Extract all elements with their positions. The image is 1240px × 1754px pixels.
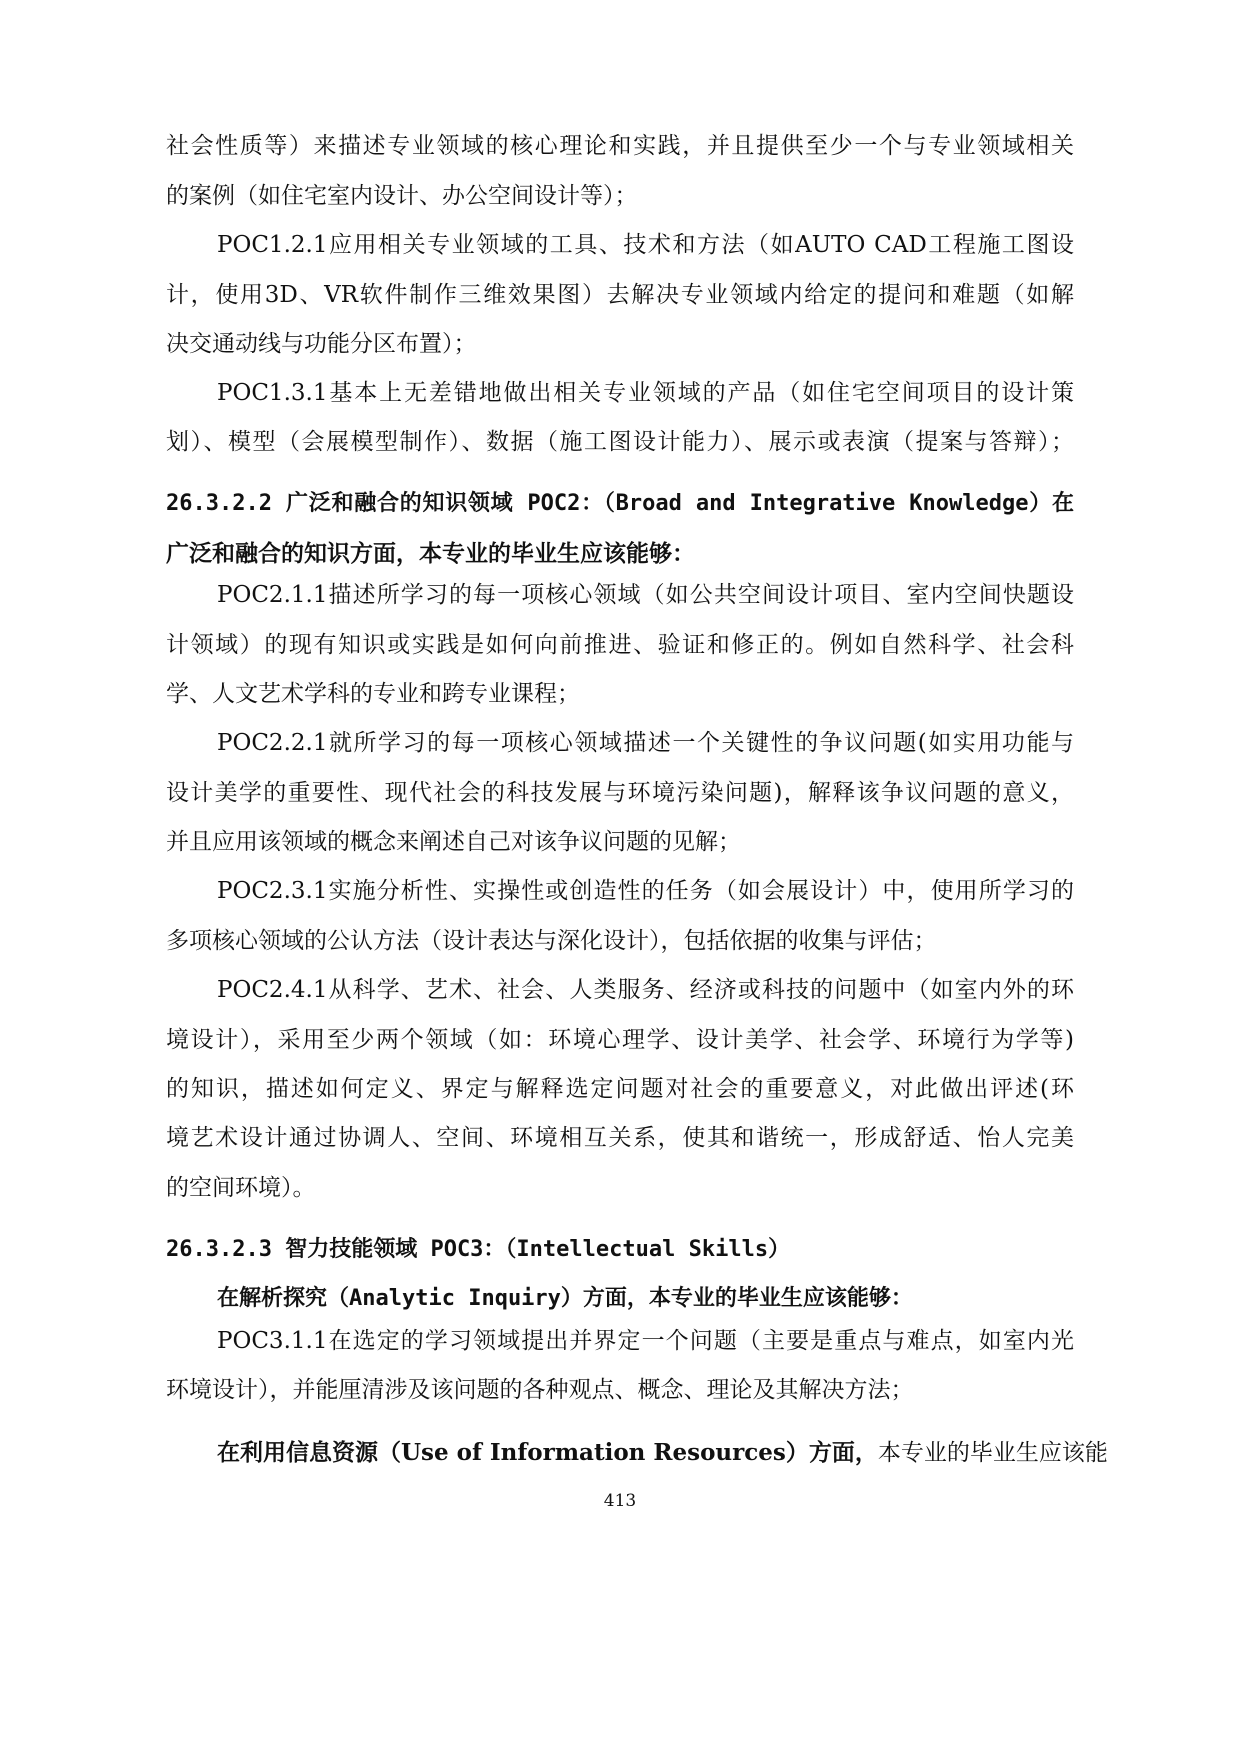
paragraph-line: POC2.4.1从科学、艺术、社会、人类服务、经济或科技的问题中（如室内外的环 [217, 977, 1074, 1003]
paragraph-line: 环境设计），并能厘清涉及该问题的各种观点、概念、理论及其解决方法； [166, 1377, 914, 1403]
paragraph-line: 境设计），采用至少两个领域（如：环境心理学、设计美学、社会学、环境行为学等) [166, 1027, 1074, 1053]
section-heading-line: 26.3.2.2 广泛和融合的知识领域 POC2：（Broad and Integrative Knowledge）在 [166, 491, 1074, 516]
document-page [166, 0, 1108, 1754]
paragraph-line: 的案例（如住宅室内设计、办公空间设计等）； [166, 183, 638, 209]
paragraph-line: POC1.3.1基本上无差错地做出相关专业领域的产品（如住宅空间项目的设计策 [217, 380, 1074, 406]
paragraph-line: POC3.1.1在选定的学习领域提出并界定一个问题（主要是重点与难点，如室内光 [217, 1328, 1074, 1354]
paragraph-line: 多项核心领域的公认方法（设计表达与深化设计），包括依据的收集与评估； [166, 928, 937, 954]
paragraph-line: POC2.1.1描述所学习的每一项核心领域（如公共空间设计项目、室内空间快题设 [217, 582, 1074, 608]
paragraph-line: 设计美学的重要性、现代社会的科技发展与环境污染问题)，解释该争议问题的意义， [166, 780, 1074, 806]
plain-trailing-text: 本专业的毕业生应该能 [877, 1440, 1108, 1466]
paragraph-line: 的空间环境）。 [166, 1175, 316, 1201]
bold-lead-text: 在利用信息资源（Use of Information Resources）方面， [217, 1439, 878, 1466]
paragraph-line: 并且应用该领域的概念来阐述自己对该争议问题的见解； [166, 829, 741, 855]
paragraph-line: 划）、模型（会展模型制作）、数据（施工图设计能力）、展示或表演（提案与答辩）； [166, 429, 1074, 455]
paragraph-line: POC1.2.1应用相关专业领域的工具、技术和方法（如AUTO CAD工程施工图设 [217, 232, 1074, 258]
paragraph-line: 学、人文艺术学科的专业和跨专业课程； [166, 681, 580, 707]
page-number: 413 [603, 1491, 637, 1511]
section-heading-line: 26.3.2.3 智力技能领域 POC3：（Intellectual Skills） [166, 1237, 791, 1262]
paragraph-line: POC2.2.1就所学习的每一项核心领域描述一个关键性的争议问题(如实用功能与 [217, 730, 1074, 756]
paragraph-line: 决交通动线与功能分区布置）； [166, 331, 477, 357]
paragraph-line: 计，使用3D、VR软件制作三维效果图）去解决专业领域内给定的提问和难题（如解 [166, 282, 1074, 308]
paragraph-line: POC2.3.1实施分析性、实操性或创造性的任务（如会展设计）中，使用所学习的 [217, 878, 1074, 904]
subsection-heading-line: 在解析探究（Analytic Inquiry）方面，本专业的毕业生应该能够： [217, 1286, 913, 1311]
paragraph-line: 社会性质等）来描述专业领域的核心理论和实践，并且提供至少一个与专业领域相关 [166, 133, 1074, 159]
paragraph-line: 的知识，描述如何定义、界定与解释选定问题对社会的重要意义，对此做出评述(环 [166, 1076, 1074, 1102]
paragraph-line [217, 1438, 1108, 1468]
paragraph-line: 境艺术设计通过协调人、空间、环境相互关系，使其和谐统一，形成舒适、怡人完美 [166, 1125, 1074, 1151]
paragraph-line: 计领域）的现有知识或实践是如何向前推进、验证和修正的。例如自然科学、社会科 [166, 632, 1074, 658]
section-heading-line: 广泛和融合的知识方面，本专业的毕业生应该能够： [166, 540, 695, 567]
